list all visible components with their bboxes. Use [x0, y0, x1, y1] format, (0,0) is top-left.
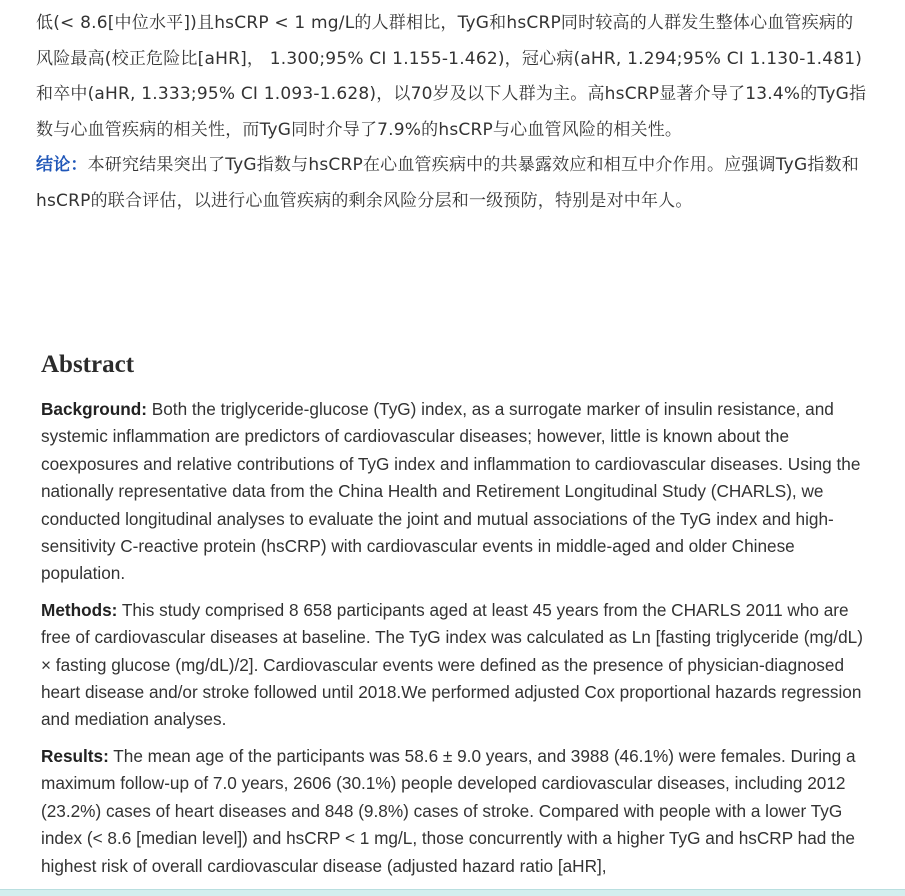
- background-label: Background:: [41, 399, 147, 419]
- abstract-heading: Abstract: [41, 351, 135, 378]
- methods-label: Methods:: [41, 599, 118, 620]
- background-paragraph: [41, 396, 871, 588]
- chinese-results-text: 低(< 8.6[中位水平])且hsCRP < 1 mg/L的人群相比，TyG和hsCRP同时较高的人群发生整体心血管疾病的风险最高(校正危险比[aHR]， 1.300;95% CI 1.155-1.462)，冠心病(aHR, 1.294;95% CI 1.130-1.481)和卒中(aHR, 1.333;95% CI 1.093-1.628)，以70岁及以下人群为主。高hsCRP显著介导了13.4%的TyG指数与心血管疾病的相关性，而TyG同时介导了7.9%的hsCRP与心血管风险的相关性。: [36, 13, 867, 140]
- background-text: Both the triglyceride-glucose (TyG) index, as a surrogate marker of insulin resistance, and systemic inflammation are predictors of cardiovascular diseases; however, little is known about the coexposures and relative contributions of TyG index and inflammation to cardiovascular diseases. Using the nationally representative data from the China Health and Retirement Longitudinal Study (CHARLS), we conducted longitudinal analyses to evaluate the joint and mutual associations of the TyG index and high-sensitivity C-reactive protein (hsCRP) with cardiovascular events in middle-aged and older Chinese population.: [41, 399, 861, 584]
- chinese-conclusion-paragraph: [36, 148, 868, 219]
- results-label: Results:: [41, 745, 109, 766]
- chinese-abstract: [36, 6, 868, 219]
- chinese-conclusion-text: 本研究结果突出了TyG指数与hsCRP在心血管疾病中的共暴露效应和相互中介作用。应强调TyG指数和hsCRP的联合评估，以进行心血管疾病的剩余风险分层和一级预防，特别是对中年人。: [36, 155, 859, 211]
- methods-paragraph: [41, 597, 871, 734]
- english-abstract: [41, 345, 871, 889]
- results-paragraph: [41, 743, 871, 880]
- bottom-edge-bar: [0, 889, 905, 896]
- methods-text: This study comprised 8 658 participants aged at least 45 years from the CHARLS 2011 who are free of cardiovascular diseases at baseline. The TyG index was calculated as Ln [fasting triglyceride (mg/dL) × fasting glucose (mg/dL)/2]. Cardiovascular events were defined as the presence of physician-diagnosed heart disease and/or stroke followed until 2018.We performed adjusted Cox proportional hazards regression and mediation analyses.: [41, 599, 863, 730]
- results-text: The mean age of the participants was 58.6 ± 9.0 years, and 3988 (46.1%) were females. During a maximum follow-up of 7.0 years, 2606 (30.1%) people developed cardiovascular diseases, including 2012 (23.2%) cases of heart diseases and 848 (9.8%) cases of stroke. Compared with people with a lower TyG index (< 8.6 [median level]) and hsCRP < 1 mg/L, those concurrently with a higher TyG and hsCRP had the highest risk of overall cardiovascular disease (adjusted hazard ratio [aHR],: [41, 745, 856, 876]
- chinese-conclusion-label: 结论：: [36, 155, 88, 175]
- chinese-results-paragraph: [36, 6, 868, 148]
